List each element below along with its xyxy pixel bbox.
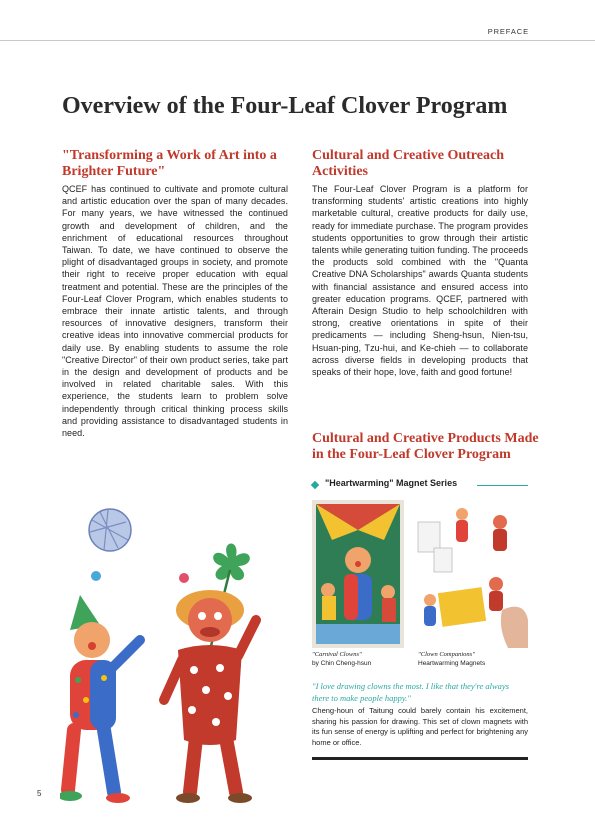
bottom-rule (312, 757, 528, 760)
page-title: Overview of the Four-Leaf Clover Program (62, 93, 508, 119)
caption-companions-sub: Heartwarming Magnets (418, 660, 486, 667)
magnet-clown (489, 577, 503, 611)
magnet-clown (424, 594, 436, 626)
caption-carnival (312, 650, 404, 668)
clown-companions-photo (412, 500, 528, 648)
section-label: PREFACE (487, 27, 529, 36)
pull-quote: "I love drawing clowns the most. I like that they're always there to make people happy." (312, 681, 509, 703)
carnival-clowns-photo (312, 500, 404, 648)
caption-carnival-sub: by Chin Cheng-hsun (312, 660, 372, 667)
clover-clown (164, 543, 256, 803)
right-body: The Four-Leaf Clover Program is a platform for transforming students' artistic creations into highly marketable cultural, creative products for daily use, ready for immediate purchase. The program provides students opportunities to grow through their artistic talents while generating tuition funding. The proceeds the products sold combined with the "Quanta Creative DNA Scholarships" awards Quanta students with financial assistance and ensured access into greater education programs. QCEF, partnered with Afterain Design Studio to help schoolchildren with strong, creative orientations in spite of their predicaments — including Sheng-hsun, Nien-tsu, Hsuan-ping, Tzu-hui, and Ke-chieh — to collaborate across diverse fields in developing products that speaks of their hope, love, faith and good fortune! (312, 184, 528, 378)
clover-icon (213, 543, 250, 580)
magnet-clown (456, 508, 468, 542)
series-header (312, 478, 528, 492)
page-number: 5 (37, 789, 42, 798)
caption-carnival-title: "Carnival Clowns" (312, 651, 362, 658)
products-heading: Cultural and Creative Products Made in the Four-Leaf Clover Program (312, 431, 539, 462)
header-rule (0, 40, 595, 41)
left-body: QCEF has continued to cultivate and promote cultural and artistic education over the span of many decades. For many years, we have witnessed the continued growth and development of children, and the enrichment of educational resources throughout Taiwan. To date, we have continued to observe the plight of disadvantaged groups in society, and promote their right to receive proper education with equal treatment and potential. These are the principles of the Four-Leaf Clover Program, which enables students to embrace their innate artistic talents, and through resources of innovative designers, transform their creative ideas into innovative commercial products for daily use. By enabling students to assume the role "Creative Director" of their own product series, take part in the design and development of products and be involved in related charitable sales. With this experience, the students learn to problem solve independently through critical thinking process skills and providing assistance to disadvantaged students in need. (62, 184, 288, 439)
juggling-clown (60, 595, 140, 803)
caption-companions (418, 650, 528, 668)
series-rule (477, 485, 528, 486)
juggling-ball (91, 571, 101, 581)
magnet-clown (493, 515, 507, 551)
caption-companions-title: "Clown Companions" (418, 651, 475, 658)
quote-body: Cheng-houn of Taitung could barely contain his excitement, sharing his passion for drawing. This set of clown magnets with its fun sense of energy is uplifting and perfect for brightening any home or office. (312, 706, 528, 747)
left-heading: "Transforming a Work of Art into a Brighter Future" (62, 148, 277, 179)
right-heading: Cultural and Creative Outreach Activities (312, 148, 504, 179)
juggling-ball (179, 573, 189, 583)
clown-illustration (60, 500, 300, 810)
diamond-icon (311, 481, 319, 489)
series-title: "Heartwarming" Magnet Series (325, 478, 458, 488)
